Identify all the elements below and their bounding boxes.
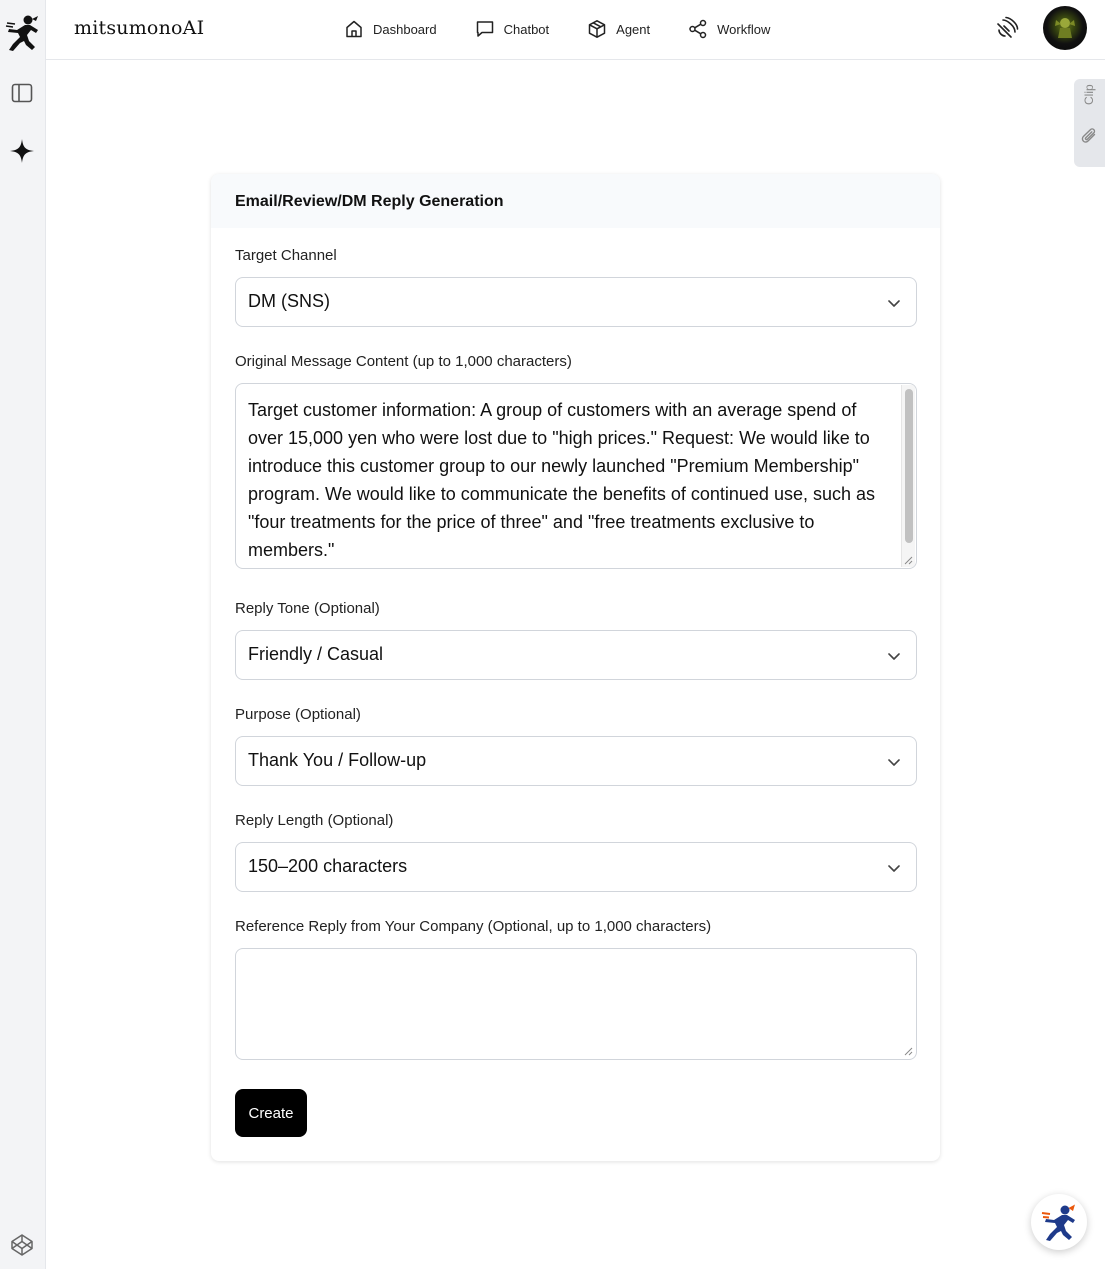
nav-workflow[interactable] bbox=[688, 19, 770, 39]
ninja-logo-icon[interactable] bbox=[5, 14, 39, 52]
reply-length-label: Reply Length (Optional) bbox=[235, 812, 394, 829]
original-message-label: Original Message Content (up to 1,000 characters) bbox=[235, 353, 572, 370]
purpose-label: Purpose (Optional) bbox=[235, 706, 361, 723]
reply-tone-value: Friendly / Casual bbox=[248, 644, 384, 664]
resize-handle-icon[interactable] bbox=[904, 1047, 913, 1056]
reply-length-value: 150–200 characters bbox=[248, 856, 408, 876]
reference-reply-label: Reference Reply from Your Company (Optional, up to 1,000 characters) bbox=[235, 918, 712, 935]
reply-tone-label: Reply Tone (Optional) bbox=[235, 600, 380, 617]
reply-tone-select[interactable] bbox=[235, 630, 917, 680]
chevron-down-icon bbox=[886, 295, 902, 311]
nav-workflow-label: Workflow bbox=[717, 21, 771, 37]
nav-chatbot[interactable] bbox=[475, 19, 550, 39]
assistant-fab[interactable] bbox=[1031, 1194, 1087, 1250]
textarea-scrollbar[interactable] bbox=[901, 385, 915, 567]
original-message-textarea[interactable] bbox=[235, 383, 917, 569]
cube-icon bbox=[587, 19, 607, 39]
target-channel-value: DM (SNS) bbox=[248, 291, 330, 311]
sparkle-icon[interactable] bbox=[9, 138, 35, 164]
home-icon bbox=[344, 19, 364, 39]
scrollbar-thumb[interactable] bbox=[905, 389, 913, 543]
paperclip-icon bbox=[1081, 127, 1099, 145]
card-title: Email/Review/DM Reply Generation bbox=[211, 174, 940, 228]
nav-agent[interactable] bbox=[587, 19, 650, 39]
clip-tab[interactable] bbox=[1074, 79, 1105, 167]
nav-dashboard-label: Dashboard bbox=[373, 21, 437, 37]
user-avatar[interactable] bbox=[1043, 6, 1087, 50]
reply-generation-card bbox=[211, 174, 940, 1161]
clip-tab-label: Clip bbox=[1082, 84, 1096, 105]
chevron-down-icon bbox=[886, 754, 902, 770]
nav-chatbot-label: Chatbot bbox=[503, 21, 550, 37]
target-channel-label: Target Channel bbox=[235, 247, 337, 264]
ninja-assistant-icon bbox=[1041, 1203, 1077, 1241]
resize-handle-icon[interactable] bbox=[904, 556, 913, 565]
purpose-select[interactable] bbox=[235, 736, 917, 786]
codepen-icon[interactable] bbox=[10, 1233, 34, 1257]
chevron-down-icon bbox=[886, 860, 902, 876]
brand-name[interactable]: mitsumonoAI bbox=[74, 17, 205, 39]
broadcast-icon[interactable] bbox=[995, 16, 1019, 40]
chevron-down-icon bbox=[886, 648, 902, 664]
avatar-figure-icon bbox=[1051, 14, 1079, 42]
chat-icon bbox=[475, 19, 495, 39]
create-button[interactable]: Create bbox=[235, 1089, 307, 1137]
nav-agent-label: Agent bbox=[616, 21, 651, 37]
sidebar bbox=[0, 0, 46, 1269]
reference-reply-textarea[interactable] bbox=[235, 948, 917, 1060]
sidebar-toggle-icon[interactable] bbox=[10, 81, 34, 105]
original-message-value: Target customer information: A group of customers with an average spend of over 15,000 yen who were lost due to "high prices." Request: We would like to introduce this customer group to our newly launched "Premium Membership" program. We would like to communicate the benefits of continued use, such as "four treatments for the price of three" and "free treatments exclusive to members." bbox=[248, 400, 876, 560]
top-bar bbox=[46, 0, 1105, 60]
purpose-value: Thank You / Follow-up bbox=[248, 750, 427, 770]
share-nodes-icon bbox=[688, 19, 708, 39]
nav-dashboard[interactable] bbox=[344, 19, 437, 39]
target-channel-select[interactable] bbox=[235, 277, 917, 327]
reply-length-select[interactable] bbox=[235, 842, 917, 892]
main-nav bbox=[344, 0, 808, 58]
